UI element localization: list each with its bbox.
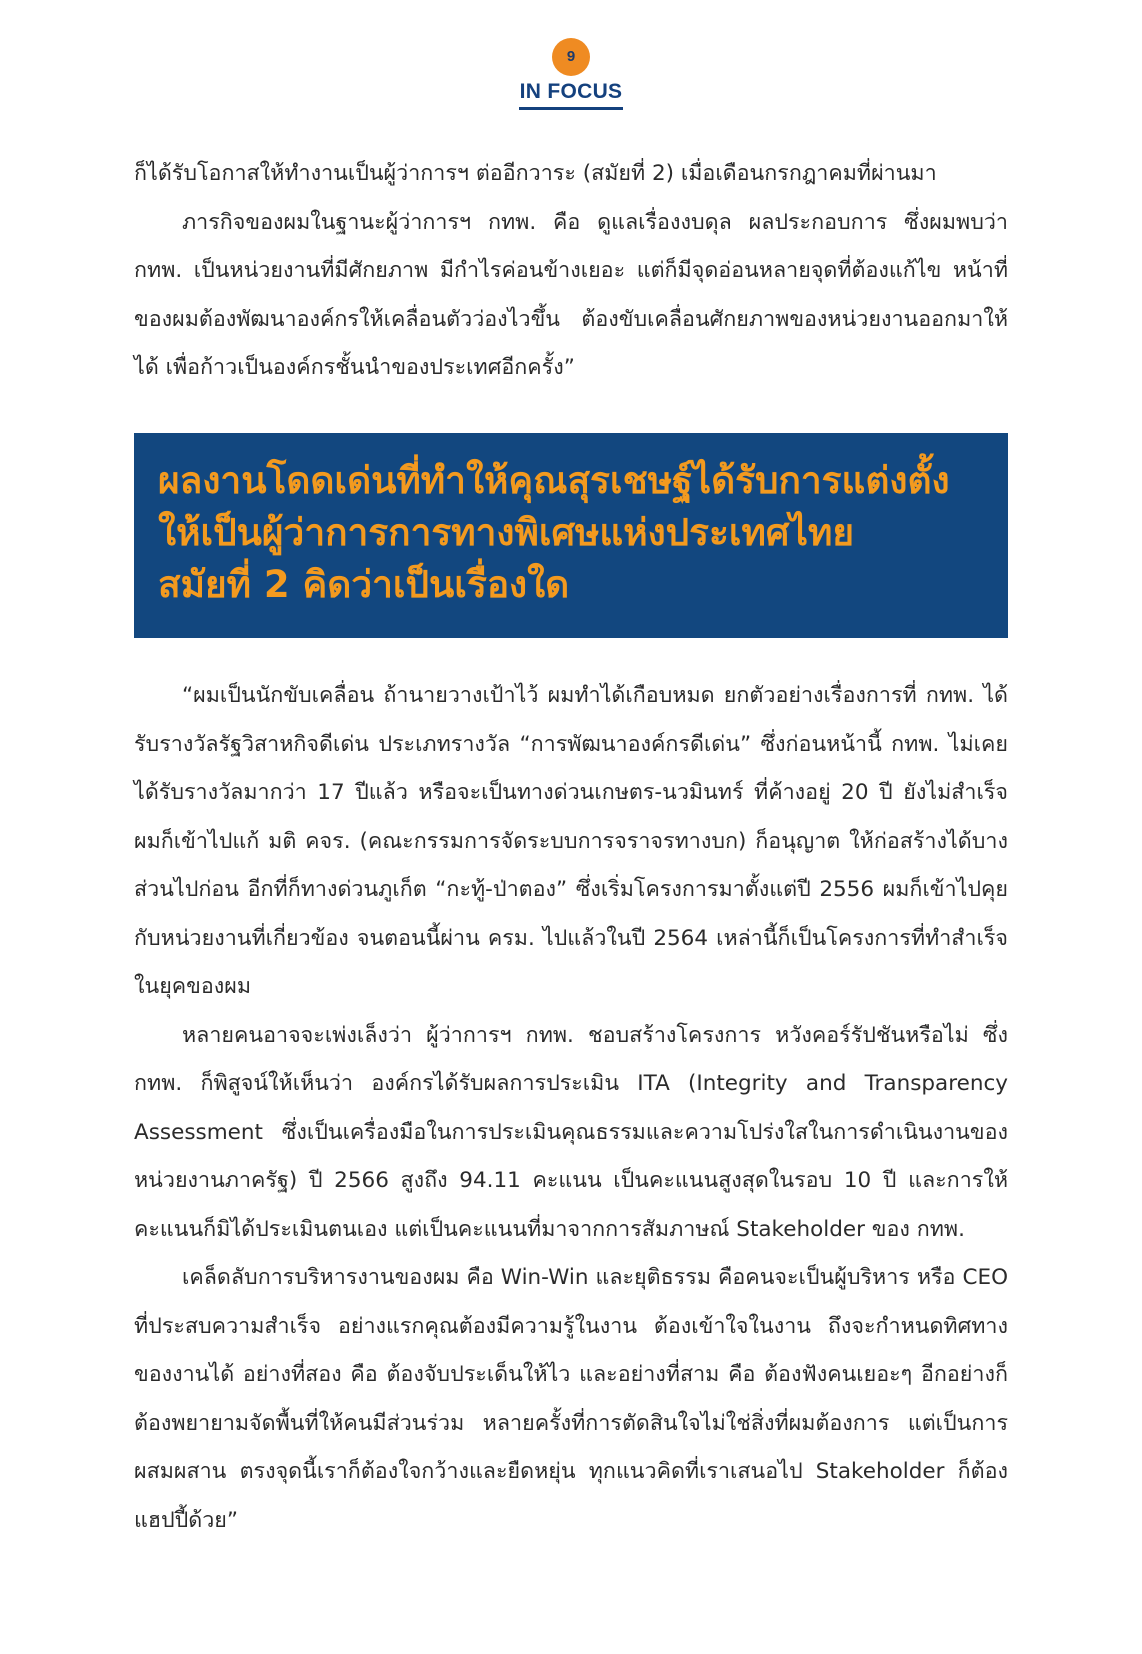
intro-text-block (134, 150, 1008, 393)
question-heading-line-2: ให้เป็นผู้ว่าการการทางพิเศษแห่งประเทศไทย (158, 511, 855, 554)
page-number-badge: 9 (552, 38, 590, 76)
intro-paragraph-2: ภารกิจของผมในฐานะผู้ว่าการฯ กทพ. คือ ดูแลเรื่องงบดุล ผลประกอบการ ซึ่งผมพบว่า กทพ. เป็นหน่วยงานที่มีศักยภาพ มีกำไรค่อนข้างเยอะ แต่ก็มีจุดอ่อนหลายจุดที่ต้องแก้ไข หน้าที่ของผมต้องพัฒนาองค์กรให้เคลื่อนตัวว่องไวขึ้น ต้องขับเคลื่อนศักยภาพของหน่วยงานออกมาให้ได้ เพื่อก้าวเป็นองค์กรชั้นนำของประเทศอีกครั้ง” (134, 209, 1008, 380)
question-heading-line-3: สมัยที่ 2 คิดว่าเป็นเรื่องใด (158, 563, 570, 606)
question-heading-line-1: ผลงานโดดเด่นที่ทำให้คุณสุรเชษฐ์ได้รับการแต่งตั้ง (158, 459, 950, 502)
question-highlight-box (134, 433, 1008, 638)
intro-paragraph-1: ก็ได้รับโอกาสให้ทำงานเป็นผู้ว่าการฯ ต่ออีกวาระ (สมัยที่ 2) เมื่อเดือนกรกฎาคมที่ผ่านมา (134, 161, 937, 186)
answer-text-block (134, 672, 1008, 1545)
answer-paragraph-3: เคล็ดลับการบริหารงานของผม คือ Win-Win และยุติธรรม คือคนจะเป็นผู้บริหาร หรือ CEO ที่ประสบความสำเร็จ อย่างแรกคุณต้องมีความรู้ในงาน ต้องเข้าใจในงาน ถึงจะกำหนดทิศทางของงานได้ อย่างที่สอง คือ ต้องจับประเด็นให้ไว และอย่างที่สาม คือ ต้องฟังคนเยอะๆ อีกอย่างก็ต้องพยายามจัดพื้นที่ให้คนมีส่วนร่วม หลายครั้งที่การตัดสินใจไม่ใช่สิ่งที่ผมต้องการ แต่เป็นการผสมผสาน ตรงจุดนี้เราก็ต้องใจกว้างและยืดหยุ่น ทุกแนวคิดที่เราเสนอไป Stakeholder ก็ต้องแฮปปี้ด้วย” (134, 1265, 1008, 1533)
page-header (0, 38, 1142, 110)
answer-paragraph-1: “ผมเป็นนักขับเคลื่อน ถ้านายวางเป้าไว้ ผมทำได้เกือบหมด ยกตัวอย่างเรื่องการที่ กทพ. ได้รับรางวัลรัฐวิสาหกิจดีเด่น ประเภทรางวัล “การพัฒนาองค์กรดีเด่น” ซึ่งก่อนหน้านี้ กทพ. ไม่เคยได้รับรางวัลมากว่า 17 ปีแล้ว หรือจะเป็นทางด่วนเกษตร-นวมินทร์ ที่ค้างอยู่ 20 ปี ยังไม่สำเร็จ ผมก็เข้าไปแก้ มติ คจร. (คณะกรรมการจัดระบบการจราจรทางบก) ก็อนุญาต ให้ก่อสร้างได้บางส่วนไปก่อน อีกที่ก็ทางด่วนภูเก็ต “กะทู้-ป่าตอง” ซึ่งเริ่มโครงการมาตั้งแต่ปี 2556 ผมก็เข้าไปคุยกับหน่วยงานที่เกี่ยวข้อง จนตอนนี้ผ่าน ครม. ไปแล้วในปี 2564 เหล่านี้ก็เป็นโครงการที่ทำสำเร็จในยุคของผม (134, 683, 1008, 999)
section-label: IN FOCUS (519, 80, 623, 110)
answer-paragraph-2: หลายคนอาจจะเพ่งเล็งว่า ผู้ว่าการฯ กทพ. ชอบสร้างโครงการ หวังคอร์รัปชันหรือไม่ ซึ่ง กทพ. ก็พิสูจน์ให้เห็นว่า องค์กรได้รับผลการประเมิน ITA (Integrity and Transparency Assessment ซึ่งเป็นเครื่องมือในการประเมินคุณธรรมและความโปร่งใสในการดำเนินงานของหน่วยงานภาครัฐ) ปี 2566 สูงถึง 94.11 คะแนน เป็นคะแนนสูงสุดในรอบ 10 ปี และการให้คะแนนก็มิได้ประเมินตนเอง แต่เป็นคะแนนที่มาจากการสัมภาษณ์ Stakeholder ของ กทพ. (134, 1022, 1008, 1242)
